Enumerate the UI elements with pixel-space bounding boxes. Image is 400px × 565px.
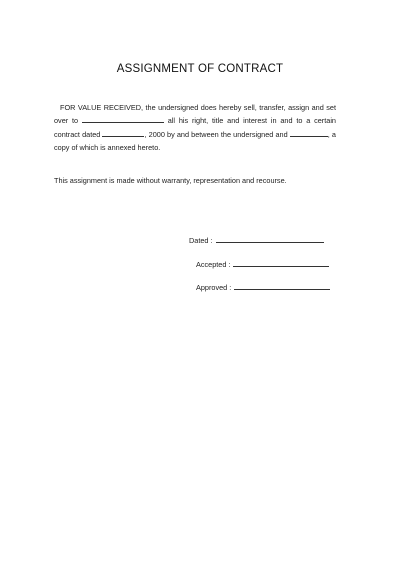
disclaimer-text: This assignment is made without warranty, representation and recourse. (54, 176, 287, 185)
paragraph-text-d: , a copy of which is annexed hereto. (54, 129, 336, 153)
dated-row (189, 235, 324, 245)
accepted-label: Accepted : (196, 260, 231, 269)
accepted-row (196, 259, 329, 269)
approved-label: Approved : (196, 283, 232, 292)
paragraph-text-c: , 2000 by and between the undersigned and (144, 129, 290, 139)
dated-line (216, 235, 324, 243)
contract-date-blank (102, 130, 144, 137)
approved-row (196, 282, 330, 292)
paragraph-text-a: FOR VALUE RECEIVED, the undersigned does hereby sell, transfer, assign and set over to (54, 103, 336, 126)
assignment-paragraph (54, 101, 336, 155)
counterparty-blank (290, 130, 328, 137)
assignee-blank (82, 116, 164, 123)
dated-label: Dated : (189, 236, 213, 245)
approved-line (234, 282, 330, 290)
accepted-line (233, 259, 329, 267)
paragraph-text-b: all his right, title and interest in and to a certain contract dated (54, 116, 336, 139)
document-title: ASSIGNMENT OF CONTRACT (116, 63, 284, 75)
